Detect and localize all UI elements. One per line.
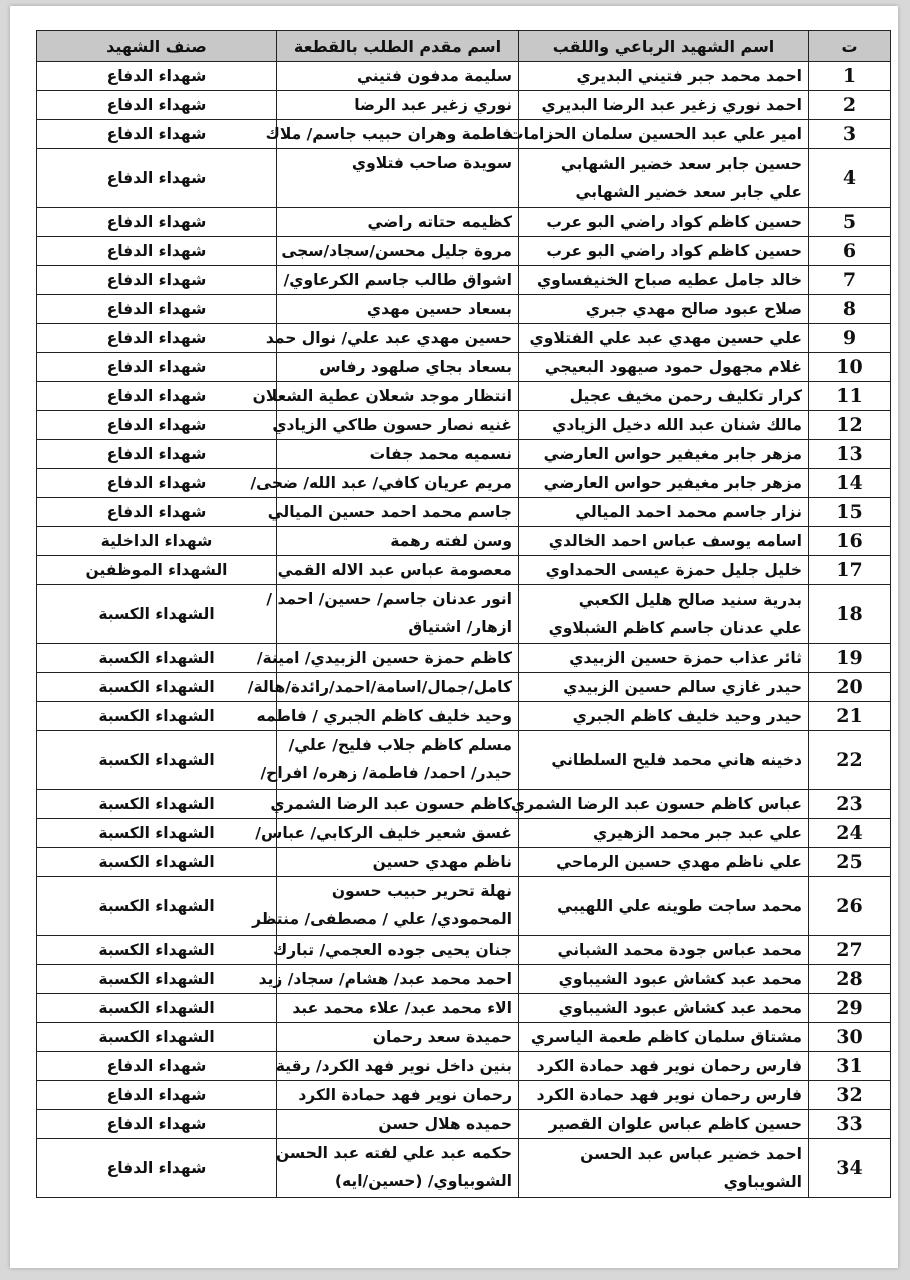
applicant-name-cell: [277, 1110, 519, 1139]
martyr-name-cell: [519, 469, 809, 498]
martyr-name-cell: [519, 295, 809, 324]
martyr-name-cell: [519, 382, 809, 411]
martyr-name-text: بدرية سنيد صالح هليل الكعبي: [578, 591, 802, 609]
martyr-name-cell: [519, 1110, 809, 1139]
table-row: [37, 644, 891, 673]
martyr-category: شهداء الدفاع: [37, 149, 277, 208]
applicant-name-cell: [272, 936, 519, 965]
applicant-name-text: نهلة تحرير حبيب حسون: [331, 882, 512, 900]
martyr-name-text: كرار تكليف رحمن مخيف عجيل: [569, 387, 802, 405]
martyr-name-cell: [510, 790, 809, 819]
applicant-name-cell: [266, 585, 519, 644]
applicant-name-cell: [277, 208, 519, 237]
applicant-name-text: مروة جليل محسن/سجاد/سجى: [281, 242, 512, 260]
martyr-category: الشهداء الكسبة: [37, 585, 277, 644]
martyr-name-text: مشتاق سلمان كاظم طعمة الياسري: [530, 1028, 802, 1046]
martyr-name-text: الشويباوي: [723, 1173, 802, 1191]
applicant-name-text: سليمة مدفون فتيني: [357, 67, 512, 85]
row-number: 11: [809, 382, 891, 411]
table-body: [37, 62, 891, 1198]
martyr-name-text: احمد نوري زغير عبد الرضا البديري: [541, 96, 802, 114]
row-number: 24: [809, 819, 891, 848]
martyr-name-text: امير علي عبد الحسين سلمان الحزامات: [508, 125, 802, 143]
header-name: اسم الشهيد الرباعي واللقب: [519, 31, 809, 62]
table-row: [37, 585, 891, 644]
row-number: 7: [809, 266, 891, 295]
applicant-name-text: مريم عريان كافي/ عبد الله/ ضحى/: [250, 474, 512, 492]
martyr-name-cell: [519, 819, 809, 848]
applicant-name-cell: [277, 91, 519, 120]
row-number: 32: [809, 1081, 891, 1110]
martyr-name-cell: [519, 353, 809, 382]
row-number: 9: [809, 324, 891, 353]
row-number: 12: [809, 411, 891, 440]
martyr-name-text: احمد خضير عباس عبد الحسن: [580, 1145, 802, 1163]
table-row: [37, 848, 891, 877]
martyr-name-text: محمد عباس جودة محمد الشباني: [557, 941, 802, 959]
applicant-name-cell: [277, 527, 519, 556]
applicant-name-cell: [277, 1052, 519, 1081]
row-number: 17: [809, 556, 891, 585]
row-number: 19: [809, 644, 891, 673]
martyr-category: شهداء الدفاع: [37, 440, 277, 469]
applicant-name-text: كظيمه حتاته راضي: [367, 213, 512, 231]
martyr-name-text: مزهر جابر مغيفير حواس العارضي: [543, 474, 802, 492]
martyr-name-cell: [519, 585, 809, 644]
applicant-name-cell: [267, 498, 519, 527]
martyr-name-text: فارس رحمان نوير فهد حمادة الكرد: [536, 1086, 802, 1104]
martyr-category: الشهداء الكسبة: [37, 819, 277, 848]
header-num: ت: [809, 31, 891, 62]
applicant-name-text: الاء محمد عبد/ علاء محمد عبد: [292, 999, 512, 1017]
row-number: 3: [809, 120, 891, 149]
applicant-name-text: معصومة عباس عبد الاله القمي: [277, 561, 512, 579]
row-number: 10: [809, 353, 891, 382]
martyr-name-text: محمد عبد كشاش عبود الشيباوي: [558, 999, 802, 1017]
martyr-name-cell: [519, 965, 809, 994]
martyr-category: الشهداء الكسبة: [37, 644, 277, 673]
martyr-category: الشهداء الكسبة: [37, 1023, 277, 1052]
table-header-row: [37, 31, 891, 62]
martyr-category: شهداء الدفاع: [37, 1052, 277, 1081]
martyr-category: الشهداء الكسبة: [37, 936, 277, 965]
applicant-name-text: حسين مهدي عبد علي/ نوال حمد: [265, 329, 512, 347]
row-number: 5: [809, 208, 891, 237]
applicant-name-text: كاظم حمزة حسين الزبيدي/ امينة/: [256, 649, 512, 667]
row-number: 2: [809, 91, 891, 120]
table-row: [37, 702, 891, 731]
martyr-name-cell: [519, 527, 809, 556]
martyr-name-cell: [519, 237, 809, 266]
applicant-name-text: انور عدنان جاسم/ حسين/ احمد /: [266, 590, 512, 608]
martyr-name-cell: [519, 440, 809, 469]
applicant-name-text: حيدر/ احمد/ فاطمة/ زهره/ افراح/: [260, 764, 512, 782]
martyr-name-text: مالك شنان عبد الله دخيل الزيادي: [552, 416, 802, 434]
applicant-name-text: بسعاد بجاي صلهود رفاس: [319, 358, 512, 376]
martyr-category: شهداء الدفاع: [37, 1081, 277, 1110]
applicant-name-cell: [277, 1139, 519, 1198]
applicant-name-cell: [265, 324, 519, 353]
table-row: [37, 353, 891, 382]
applicant-name-cell: [256, 702, 519, 731]
martyr-name-text: خالد جامل عطيه صباح الخنيفساوي: [536, 271, 802, 289]
applicant-name-text: اشواق طالب جاسم الكرعاوي/: [283, 271, 512, 289]
martyr-name-cell: [519, 208, 809, 237]
martyr-name-text: صلاح عبود صالح مهدي جبري: [585, 300, 802, 318]
row-number: 4: [809, 149, 891, 208]
martyr-category: شهداء الداخلية: [37, 527, 277, 556]
row-number: 1: [809, 62, 891, 91]
martyr-name-text: ثائر عذاب حمزة حسين الزبيدي: [569, 649, 802, 667]
martyr-name-cell: [519, 936, 809, 965]
applicant-name-text: جنان يحيى جوده العجمي/ تبارك: [272, 941, 512, 959]
row-number: 26: [809, 877, 891, 936]
applicant-name-text: غسق شعير خليف الركابي/ عباس/: [255, 824, 512, 842]
martyr-category: شهداء الدفاع: [37, 237, 277, 266]
table-row: [37, 440, 891, 469]
martyr-name-text: حسين كاظم كواد راضي البو عرب: [546, 242, 802, 260]
martyr-category: شهداء الدفاع: [37, 120, 277, 149]
martyr-name-cell: [519, 266, 809, 295]
applicant-name-text: سويدة صاحب فتلاوي: [351, 154, 512, 172]
martyr-category: الشهداء الكسبة: [37, 702, 277, 731]
applicant-name-text: كاظم حسون عبد الرضا الشمري: [270, 795, 512, 813]
martyr-category: شهداء الدفاع: [37, 324, 277, 353]
applicant-name-text: ناظم مهدي حسين: [372, 853, 512, 871]
martyr-name-cell: [519, 731, 809, 790]
applicant-name-text: احمد محمد عبد/ هشام/ سجاد/ زيد: [258, 970, 512, 988]
martyr-category: شهداء الدفاع: [37, 1110, 277, 1139]
row-number: 27: [809, 936, 891, 965]
header-category: صنف الشهيد: [37, 31, 277, 62]
martyr-category: الشهداء الكسبة: [37, 877, 277, 936]
applicant-name-cell: [277, 237, 519, 266]
martyr-category: الشهداء الكسبة: [37, 790, 277, 819]
martyr-name-text: احمد محمد جبر فتيني البديري: [576, 67, 802, 85]
martyr-category: شهداء الدفاع: [37, 353, 277, 382]
martyr-category: الشهداء الكسبة: [37, 994, 277, 1023]
martyr-category: شهداء الدفاع: [37, 382, 277, 411]
martyr-category: الشهداء الكسبة: [37, 673, 277, 702]
martyr-name-cell: [519, 673, 809, 702]
applicant-name-cell: [247, 673, 519, 702]
applicant-name-cell: [277, 62, 519, 91]
table-row: [37, 527, 891, 556]
martyr-name-text: عباس كاظم حسون عبد الرضا الشمري: [510, 795, 802, 813]
applicant-name-text: الشوبياوي/ (حسين/ايه): [334, 1172, 512, 1190]
table-row: [37, 266, 891, 295]
header-applicant: اسم مقدم الطلب بالقطعة: [277, 31, 519, 62]
martyr-name-text: حسين جابر سعد خضير الشهابي: [560, 155, 802, 173]
table-row: [37, 1110, 891, 1139]
applicant-name-text: ازهار/ اشتياق: [408, 618, 512, 636]
table-row: [37, 1023, 891, 1052]
applicant-name-text: مسلم كاظم جلاب فليح/ علي/: [288, 736, 512, 754]
table-row: [37, 936, 891, 965]
martyr-name-cell: [519, 877, 809, 936]
row-number: 28: [809, 965, 891, 994]
martyr-name-text: علي جابر سعد خضير الشهابي: [575, 183, 802, 201]
martyr-name-cell: [519, 91, 809, 120]
martyr-category: الشهداء الكسبة: [37, 965, 277, 994]
martyr-name-cell: [519, 498, 809, 527]
row-number: 29: [809, 994, 891, 1023]
row-number: 25: [809, 848, 891, 877]
martyr-name-text: علي عبد جبر محمد الزهيري: [592, 824, 802, 842]
martyr-name-text: محمد عبد كشاش عبود الشيباوي: [558, 970, 802, 988]
row-number: 23: [809, 790, 891, 819]
martyr-name-text: حيدر غازي سالم حسين الزبيدي: [563, 678, 802, 696]
table-row: [37, 208, 891, 237]
applicant-name-cell: [277, 149, 519, 208]
martyr-name-cell: [519, 411, 809, 440]
row-number: 33: [809, 1110, 891, 1139]
martyr-name-cell: [519, 1139, 809, 1198]
table-row: [37, 965, 891, 994]
martyr-name-cell: [519, 62, 809, 91]
applicant-name-cell: [256, 644, 519, 673]
table-row: [37, 731, 891, 790]
martyr-category: شهداء الدفاع: [37, 295, 277, 324]
martyr-name-text: فارس رحمان نوير فهد حمادة الكرد: [536, 1057, 802, 1075]
applicant-name-text: انتظار موجد شعلان عطية الشعلان: [252, 387, 512, 405]
applicant-name-text: بنين داخل نوير فهد الكرد/ رقية: [275, 1057, 512, 1075]
martyr-name-cell: [519, 1023, 809, 1052]
martyr-category: شهداء الدفاع: [37, 208, 277, 237]
applicant-name-cell: [252, 877, 519, 936]
table-row: [37, 411, 891, 440]
martyr-name-cell: [519, 556, 809, 585]
row-number: 16: [809, 527, 891, 556]
martyr-name-cell: [519, 848, 809, 877]
table-row: [37, 62, 891, 91]
table-row: [37, 237, 891, 266]
martyr-name-cell: [519, 1081, 809, 1110]
applicant-name-cell: [277, 1023, 519, 1052]
table-row: [37, 382, 891, 411]
applicant-name-cell: [260, 731, 519, 790]
martyr-name-text: علي ناظم مهدي حسين الرماحي: [556, 853, 802, 871]
applicant-name-text: وحيد خليف كاظم الجبري / فاطمه: [256, 707, 512, 725]
applicant-name-cell: [277, 1081, 519, 1110]
row-number: 8: [809, 295, 891, 324]
table-row: [37, 1052, 891, 1081]
applicant-name-cell: [270, 790, 519, 819]
applicant-name-text: رحمان نوير فهد حمادة الكرد: [298, 1086, 512, 1104]
applicant-name-text: فاطمة وهران حبيب جاسم/ ملاك: [265, 125, 512, 143]
applicant-name-text: حميده هلال حسن: [378, 1115, 512, 1133]
row-number: 13: [809, 440, 891, 469]
applicant-name-cell: [277, 848, 519, 877]
table-row: [37, 324, 891, 353]
row-number: 21: [809, 702, 891, 731]
row-number: 30: [809, 1023, 891, 1052]
martyr-name-cell: [519, 644, 809, 673]
row-number: 20: [809, 673, 891, 702]
table-row: [37, 673, 891, 702]
martyr-name-text: حيدر وحيد خليف كاظم الجبري: [572, 707, 802, 725]
martyr-name-text: علي عدنان جاسم كاظم الشبلاوي: [548, 619, 802, 637]
table-row: [37, 790, 891, 819]
martyr-name-text: دخينه هاني محمد فليح السلطاني: [551, 751, 802, 769]
applicant-name-text: حميدة سعد رحمان: [372, 1028, 512, 1046]
table-row: [37, 120, 891, 149]
martyr-name-text: خليل جليل حمزة عيسى الحمداوي: [545, 561, 802, 579]
applicant-name-cell: [258, 965, 519, 994]
table-row: [37, 149, 891, 208]
martyr-name-text: علي حسين مهدي عبد علي الفتلاوي: [529, 329, 802, 347]
martyr-name-cell: [519, 324, 809, 353]
martyr-name-cell: [519, 149, 809, 208]
row-number: 18: [809, 585, 891, 644]
martyr-name-text: حسين كاظم كواد راضي البو عرب: [546, 213, 802, 231]
martyr-category: الشهداء الكسبة: [37, 848, 277, 877]
table-row: [37, 556, 891, 585]
row-number: 31: [809, 1052, 891, 1081]
martyr-name-text: اسامه يوسف عباس احمد الخالدي: [548, 532, 802, 550]
martyr-name-text: نزار جاسم محمد احمد الميالي: [575, 503, 802, 521]
table-row: [37, 819, 891, 848]
applicant-name-text: غنيه نصار حسون طاكي الزيادي: [272, 416, 512, 434]
applicant-name-cell: [277, 266, 519, 295]
martyr-name-text: مزهر جابر مغيفير حواس العارضي: [543, 445, 802, 463]
martyr-category: شهداء الدفاع: [37, 498, 277, 527]
applicant-name-cell: [265, 120, 519, 149]
applicant-name-cell: [252, 382, 519, 411]
applicant-name-cell: [277, 353, 519, 382]
applicant-name-text: وسن لفته رهمة: [390, 532, 512, 550]
row-number: 6: [809, 237, 891, 266]
martyr-category: شهداء الدفاع: [37, 62, 277, 91]
row-number: 22: [809, 731, 891, 790]
applicant-name-text: جاسم محمد احمد حسين الميالي: [267, 503, 512, 521]
applicant-name-cell: [277, 556, 519, 585]
martyr-name-text: حسين كاظم عباس علوان القصير: [548, 1115, 802, 1133]
applicant-name-cell: [272, 411, 519, 440]
martyr-category: شهداء الدفاع: [37, 1139, 277, 1198]
table-row: [37, 295, 891, 324]
row-number: 15: [809, 498, 891, 527]
martyr-category: شهداء الدفاع: [37, 411, 277, 440]
martyr-category: الشهداء الموظفين: [37, 556, 277, 585]
martyr-name-cell: [508, 120, 809, 149]
martyr-name-cell: [519, 702, 809, 731]
table-row: [37, 877, 891, 936]
table-row: [37, 91, 891, 120]
applicant-name-text: حكمه عبد علي لفته عبد الحسن: [275, 1144, 512, 1162]
martyr-name-text: غلام مجهول حمود صيهود البعيجي: [544, 358, 802, 376]
martyr-category: الشهداء الكسبة: [37, 731, 277, 790]
applicant-name-cell: [277, 295, 519, 324]
applicant-name-text: بسعاد حسين مهدي: [366, 300, 512, 318]
table-row: [37, 498, 891, 527]
martyr-category: شهداء الدفاع: [37, 91, 277, 120]
martyr-category: شهداء الدفاع: [37, 266, 277, 295]
applicant-name-text: نسميه محمد جفات: [369, 445, 512, 463]
applicant-name-text: المحمودي/ علي / مصطفى/ منتظر: [252, 910, 512, 928]
martyrs-table: [36, 30, 891, 1198]
martyr-name-text: محمد ساجت طوينه علي اللهيبي: [557, 897, 802, 915]
table-row: [37, 994, 891, 1023]
table-row: [37, 1139, 891, 1198]
applicant-name-text: نوري زغير عبد الرضا: [354, 96, 512, 114]
applicant-name-cell: [255, 819, 519, 848]
martyr-category: شهداء الدفاع: [37, 469, 277, 498]
martyr-name-cell: [519, 1052, 809, 1081]
applicant-name-cell: [277, 994, 519, 1023]
row-number: 14: [809, 469, 891, 498]
row-number: 34: [809, 1139, 891, 1198]
table-row: [37, 469, 891, 498]
document-page: [10, 6, 898, 1268]
applicant-name-text: كامل/جمال/اسامة/احمد/رائدة/هالة/: [247, 678, 512, 696]
applicant-name-cell: [277, 440, 519, 469]
table-row: [37, 1081, 891, 1110]
martyr-name-cell: [519, 994, 809, 1023]
applicant-name-cell: [250, 469, 519, 498]
